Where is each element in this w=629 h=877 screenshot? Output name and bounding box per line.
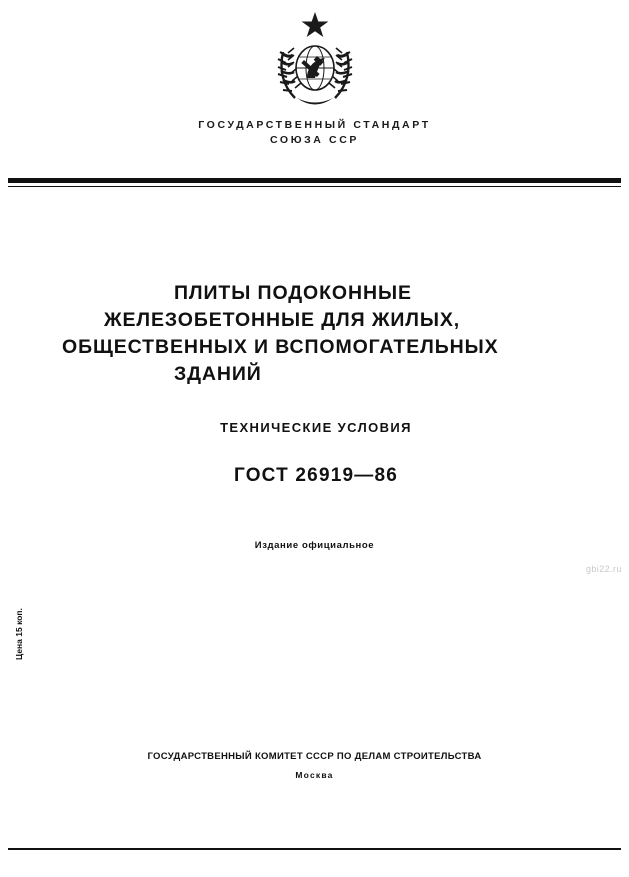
title-line-1: ПЛИТЫ ПОДОКОННЫЕ: [174, 282, 412, 304]
header-divider-thick: [8, 178, 621, 183]
header-line-2: СОЮЗА ССР: [270, 134, 359, 146]
soviet-state-emblem-icon: [267, 10, 363, 114]
watermark: gbi22.ru: [586, 564, 622, 574]
title-line-2: ЖЕЛЕЗОБЕТОННЫЕ ДЛЯ ЖИЛЫХ,: [104, 309, 461, 331]
page-title: [62, 280, 570, 388]
header-line-1: ГОСУДАРСТВЕННЫЙ СТАНДАРТ: [198, 119, 431, 131]
emblem-container: [0, 10, 629, 119]
title-line-4: ЗДАНИЙ: [174, 363, 262, 385]
footer-city: Москва: [295, 770, 334, 780]
edition-note: Издание официальное: [254, 540, 375, 551]
title-line-3: ОБЩЕСТВЕННЫХ И ВСПОМОГАТЕЛЬНЫХ: [62, 336, 499, 358]
footer-publisher: ГОСУДАРСТВЕННЫЙ КОМИТЕТ СССР ПО ДЕЛАМ СТРОИТЕЛЬСТВА: [147, 751, 482, 762]
price-note: Цена 15 коп.: [14, 608, 24, 660]
subtitle: ТЕХНИЧЕСКИЕ УСЛОВИЯ: [220, 420, 412, 435]
footer-divider: [8, 848, 621, 850]
footer: [0, 750, 629, 780]
header-caption: [0, 118, 629, 148]
header-divider-thin: [8, 186, 621, 187]
standard-number: ГОСТ 26919—86: [233, 465, 398, 486]
